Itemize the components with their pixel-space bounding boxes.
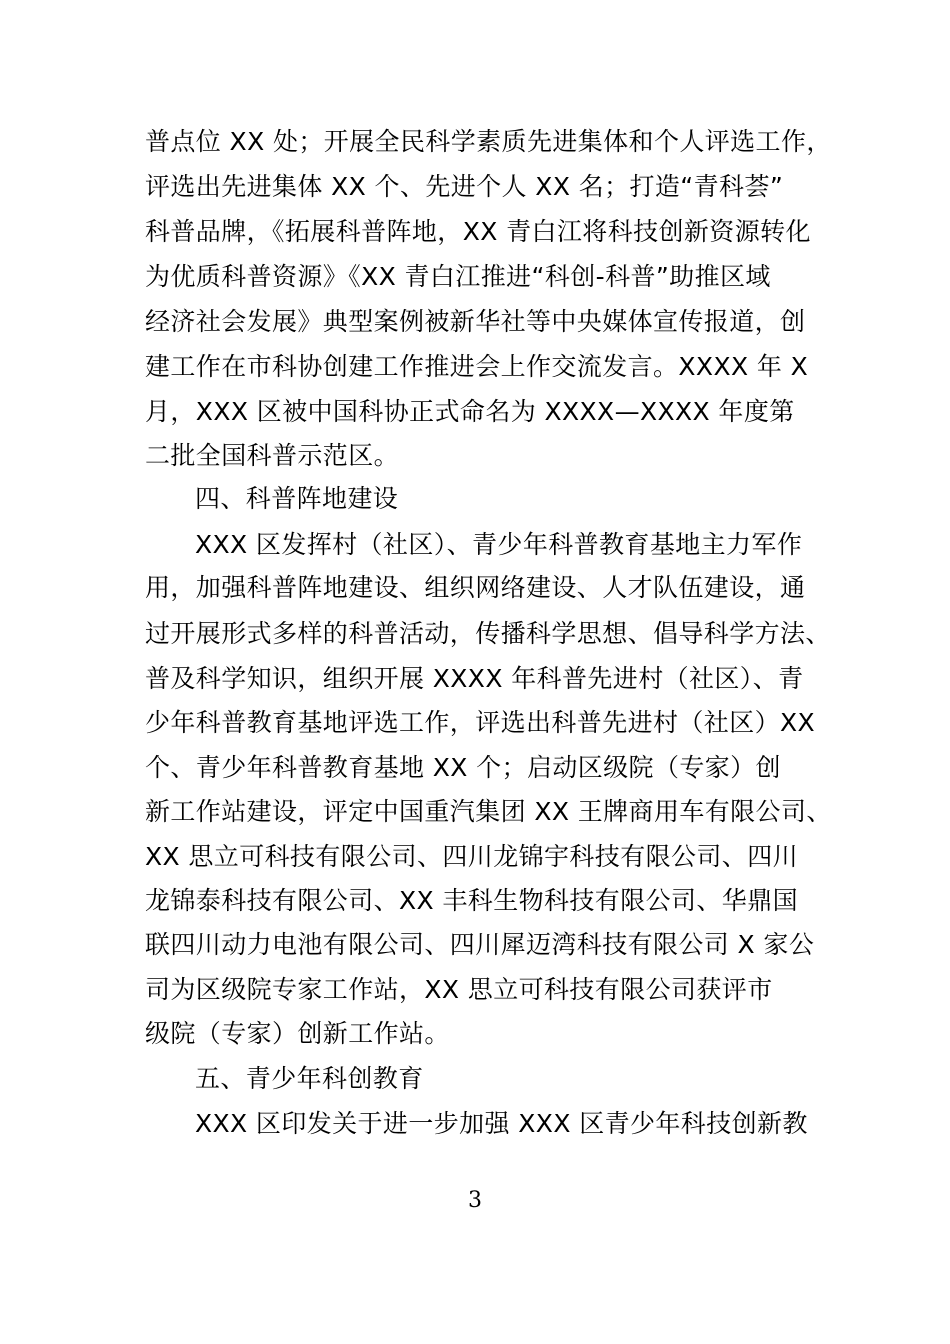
paragraph-line: XX 思立可科技有限公司、四川龙锦宇科技有限公司、四川 [145,842,799,871]
paragraph-line: 为优质科普资源》《XX 青白江推进“科创-科普”助推区域 [145,262,771,291]
paragraph-line: 少年科普教育基地评选工作，评选出科普先进村（社区）XX [145,708,816,737]
paragraph-line: 龙锦泰科技有限公司、XX 丰科生物科技有限公司、华鼎国 [145,886,799,915]
section-heading: 五、青少年科创教育 [195,1064,424,1093]
paragraph-line: 月，XXX 区被中国科协正式命名为 XXXX—XXXX 年度第 [145,397,795,426]
paragraph-line: 建工作在市科协创建工作推进会上作交流发言。XXXX 年 X [145,352,809,381]
paragraph-line: 经济社会发展》典型案例被新华社等中央媒体宣传报道，创 [145,307,806,336]
paragraph-line: 过开展形式多样的科普活动，传播科学思想、倡导科学方法、 [145,619,831,648]
paragraph-line: 二批全国科普示范区。 [145,441,400,470]
paragraph-line: 级院（专家）创新工作站。 [145,1019,450,1048]
paragraph-line: 科普品牌，《拓展科普阵地，XX 青白江将科技创新资源转化 [145,217,811,246]
paragraph-line: 联四川动力电池有限公司、四川犀迈湾科技有限公司 X 家公 [145,930,815,959]
section-heading: 四、科普阵地建设 [195,484,399,513]
paragraph-line: 普及科学知识，组织开展 XXXX 年科普先进村（社区）、青 [145,664,804,693]
page-number: 3 [468,1188,482,1213]
paragraph-line: 司为区级院专家工作站，XX 思立可科技有限公司获评市 [145,975,773,1004]
paragraph-line: XXX 区印发关于进一步加强 XXX 区青少年科技创新教 [195,1109,808,1138]
paragraph-line: 普点位 XX 处；开展全民科学素质先进集体和个人评选工作， [145,127,832,156]
paragraph-line: 个、青少年科普教育基地 XX 个；启动区级院（专家）创 [145,753,781,782]
paragraph-line: XXX 区发挥村（社区）、青少年科普教育基地主力军作 [195,530,803,559]
paragraph-line: 用，加强科普阵地建设、组织网络建设、人才队伍建设，通 [145,573,806,602]
paragraph-line: 评选出先进集体 XX 个、先进个人 XX 名；打造“青科荟” [145,172,784,201]
paragraph-line: 新工作站建设，评定中国重汽集团 XX 王牌商用车有限公司、 [145,797,832,826]
